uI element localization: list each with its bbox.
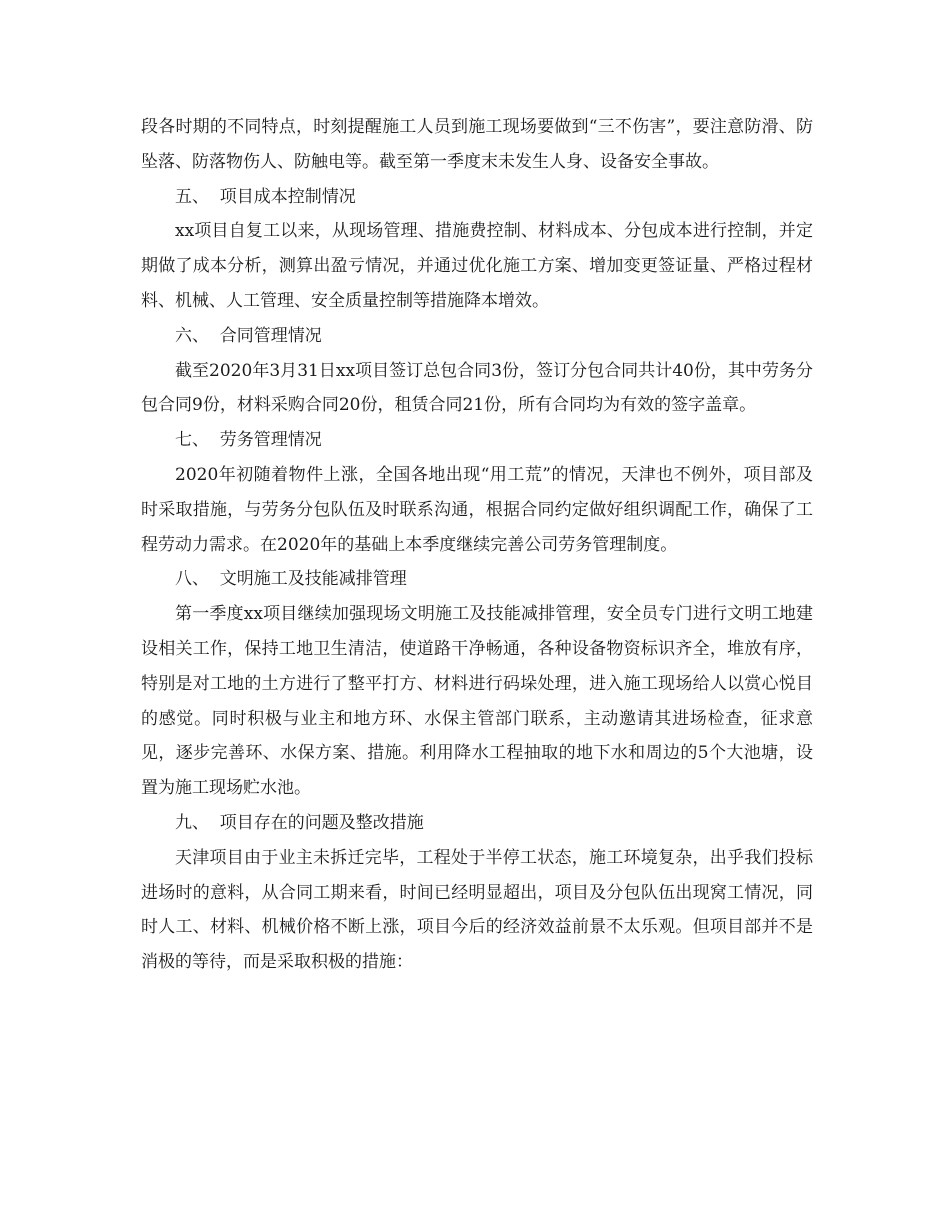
document-page bbox=[141, 110, 813, 980]
paragraph-contract-management: 截至2020年3月31日xx项目签订总包合同3份，签订分包合同共计40份，其中劳务分包合同9份，材料采购合同20份，租赁合同21份，所有合同均为有效的签字盖章。 bbox=[141, 360, 813, 416]
heading-contract-management: 六、 合同管理情况 bbox=[175, 325, 322, 346]
paragraph-safety-continued: 段各时期的不同特点，时刻提醒施工人员到施工现场要做到“三不伤害”，要注意防滑、防坠落、防落物伤人、防触电等。截至第一季度末未发生人身、设备安全事故。 bbox=[141, 117, 813, 172]
paragraph-civilized-construction: 第一季度xx项目继续加强现场文明施工及技能减排管理，安全员专门进行文明工地建设相关工作，保持工地卫生清洁，使道路干净畅通，各种设备物资标识齐全，堆放有序，特别是对工地的土方进行了整平打方、材料进行码垛处理，进入施工现场给人以赏心悦目的感觉。同时积极与业主和地方环、水保主管部门联系，主动邀请其进场检查，征求意见，逐步完善环、水保方案、措施。利用降水工程抽取的地下水和周边的5个大池塘，设置为施工现场贮水池。 bbox=[141, 604, 813, 799]
paragraph-problems-and-measures: 天津项目由于业主未拆迁完毕，工程处于半停工状态，施工环境复杂，出乎我们投标进场时的意料，从合同工期来看，时间已经明显超出，项目及分包队伍出现窝工情况，同时人工、材料、机械价格不断上涨，项目今后的经济效益前景不太乐观。但项目部并不是消极的等待，而是采取积极的措施： bbox=[141, 847, 813, 973]
heading-labor-management: 七、 劳务管理情况 bbox=[175, 430, 322, 451]
paragraph-labor-management: 2020年初随着物件上涨，全国各地出现“用工荒”的情况，天津也不例外，项目部及时采取措施，与劳务分包队伍及时联系沟通，根据合同约定做好组织调配工作，确保了工程劳动力需求。在2020年的基础上本季度继续完善公司劳务管理制度。 bbox=[141, 464, 813, 555]
heading-problems-and-measures: 九、 项目存在的问题及整改措施 bbox=[175, 812, 424, 833]
heading-civilized-construction: 八、 文明施工及技能减排管理 bbox=[175, 569, 407, 590]
paragraph-cost-control: xx项目自复工以来，从现场管理、措施费控制、材料成本、分包成本进行控制，并定期做了成本分析，测算出盈亏情况，并通过优化施工方案、增加变更签证量、严格过程材料、机械、人工管理、安全质量控制等措施降本增效。 bbox=[141, 221, 813, 311]
heading-cost-control: 五、 项目成本控制情况 bbox=[175, 186, 356, 207]
